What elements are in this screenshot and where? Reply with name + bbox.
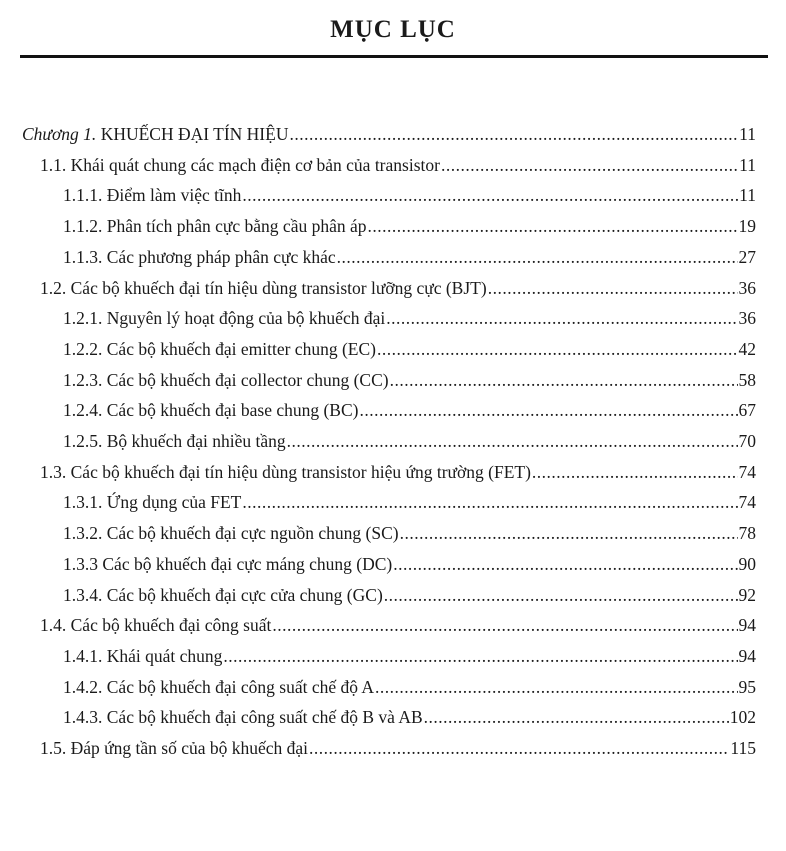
toc-entry[interactable] xyxy=(63,580,756,610)
toc-entry[interactable] xyxy=(63,641,756,671)
dot-leader xyxy=(488,273,738,303)
dot-leader xyxy=(375,672,737,702)
dot-leader xyxy=(223,641,737,671)
toc-entry-label: 1.1. Khái quát chung các mạch điện cơ bản của transistor xyxy=(40,154,440,175)
toc-entry-label: 1.2.4. Các bộ khuếch đại base chung (BC) xyxy=(63,400,359,421)
dot-leader xyxy=(272,610,737,640)
toc-entry[interactable] xyxy=(63,303,756,333)
toc-entry-label: 1.1.3. Các phương pháp phân cực khác xyxy=(63,246,336,267)
toc-page-number: 11 xyxy=(739,124,756,144)
toc-entry-label: 1.3. Các bộ khuếch đại tín hiệu dùng transistor hiệu ứng trường (FET) xyxy=(40,461,531,482)
toc-entry[interactable] xyxy=(63,487,756,517)
toc-entry-label: 1.2.1. Nguyên lý hoạt động của bộ khuếch đại xyxy=(63,308,386,329)
toc-entry-label: 1.3.3 Các bộ khuếch đại cực máng chung (DC) xyxy=(63,553,393,574)
dot-leader xyxy=(337,242,738,272)
toc-entry[interactable] xyxy=(40,733,756,763)
toc-page-number: 67 xyxy=(738,400,756,421)
toc-page-number: 74 xyxy=(738,492,756,513)
toc-entry[interactable] xyxy=(63,702,756,732)
dot-leader xyxy=(393,549,737,579)
toc-entry[interactable] xyxy=(63,334,756,364)
toc-chapter-entry[interactable] xyxy=(22,119,756,149)
dot-leader xyxy=(532,457,738,487)
toc-page-number: 92 xyxy=(738,584,756,605)
title-divider xyxy=(20,55,768,58)
toc-entry[interactable] xyxy=(63,365,756,395)
toc-page-number: 11 xyxy=(739,185,756,206)
toc-entry[interactable] xyxy=(40,457,756,487)
toc-page-number: 42 xyxy=(738,338,756,359)
toc-page-number: 94 xyxy=(738,615,756,636)
toc-entry-label: 1.4.1. Khái quát chung xyxy=(63,645,223,666)
toc-page-number: 115 xyxy=(730,738,756,758)
toc-entry-label: 1.4. Các bộ khuếch đại công suất xyxy=(40,615,272,636)
toc-entry[interactable] xyxy=(40,610,756,640)
page-title: MỤC LỤC xyxy=(330,16,456,43)
dot-leader xyxy=(368,211,738,241)
toc-entry[interactable] xyxy=(63,242,756,272)
toc-entry[interactable] xyxy=(63,180,756,210)
toc-page-number: 70 xyxy=(738,431,756,451)
chapter-title: KHUẾCH ĐẠI TÍN HIỆU xyxy=(100,124,289,144)
toc-page-number: 78 xyxy=(738,523,756,544)
toc-entry[interactable] xyxy=(63,395,756,425)
toc-entry-label: 1.3.1. Ứng dụng của FET xyxy=(63,492,242,513)
toc-entry-label: 1.5. Đáp ứng tần số của bộ khuếch đại xyxy=(40,738,309,758)
chapter-prefix: Chương 1. xyxy=(22,124,97,144)
dot-leader xyxy=(441,150,738,180)
toc-page-number: 102 xyxy=(729,707,756,728)
dot-leader xyxy=(384,580,738,610)
toc-entry-label: 1.2.5. Bộ khuếch đại nhiều tầng xyxy=(63,431,286,451)
toc-entry[interactable] xyxy=(63,672,756,702)
toc-entry-label: 1.3.2. Các bộ khuếch đại cực nguồn chung (SC) xyxy=(63,523,399,544)
dot-leader xyxy=(377,334,738,364)
toc-entry[interactable] xyxy=(40,150,756,180)
toc-page-number: 36 xyxy=(738,308,756,329)
toc-entry-label: 1.2.2. Các bộ khuếch đại emitter chung (EC) xyxy=(63,338,376,359)
dot-leader xyxy=(359,395,737,425)
dot-leader xyxy=(287,426,738,456)
dot-leader xyxy=(289,119,738,149)
toc-entry[interactable] xyxy=(63,426,756,456)
toc-page-number: 19 xyxy=(738,216,756,237)
toc-entry-label: 1.4.2. Các bộ khuếch đại công suất chế độ A xyxy=(63,676,375,697)
dot-leader xyxy=(390,365,738,395)
toc-page-number: 58 xyxy=(738,369,756,390)
toc-entry[interactable] xyxy=(63,211,756,241)
toc-entry-label: 1.1.1. Điểm làm việc tĩnh xyxy=(63,185,242,206)
dot-leader xyxy=(242,180,738,210)
toc-entry-label xyxy=(22,119,288,149)
toc-entry[interactable] xyxy=(63,518,756,548)
toc-page-number: 36 xyxy=(738,277,756,298)
toc-entry-label: 1.1.2. Phân tích phân cực bằng cầu phân áp xyxy=(63,216,367,237)
toc-page-number: 95 xyxy=(738,676,756,697)
dot-leader xyxy=(386,303,737,333)
dot-leader xyxy=(424,702,729,732)
toc-page-number: 90 xyxy=(738,553,756,574)
toc-entry[interactable] xyxy=(40,273,756,303)
toc-page-number: 27 xyxy=(738,246,756,267)
toc-entry-label: 1.2.3. Các bộ khuếch đại collector chung (CC) xyxy=(63,369,389,390)
toc-entry[interactable] xyxy=(63,549,756,579)
dot-leader xyxy=(242,487,737,517)
toc-entry-label: 1.4.3. Các bộ khuếch đại công suất chế độ B và AB xyxy=(63,707,423,728)
toc-page-number: 11 xyxy=(739,154,756,175)
dot-leader xyxy=(309,733,729,763)
toc-page-number: 94 xyxy=(738,645,756,666)
dot-leader xyxy=(400,518,738,548)
toc-entry-label: 1.3.4. Các bộ khuếch đại cực cửa chung (GC) xyxy=(63,584,383,605)
toc-page-number: 74 xyxy=(738,461,756,482)
toc-entry-label: 1.2. Các bộ khuếch đại tín hiệu dùng transistor lưỡng cực (BJT) xyxy=(40,277,487,298)
